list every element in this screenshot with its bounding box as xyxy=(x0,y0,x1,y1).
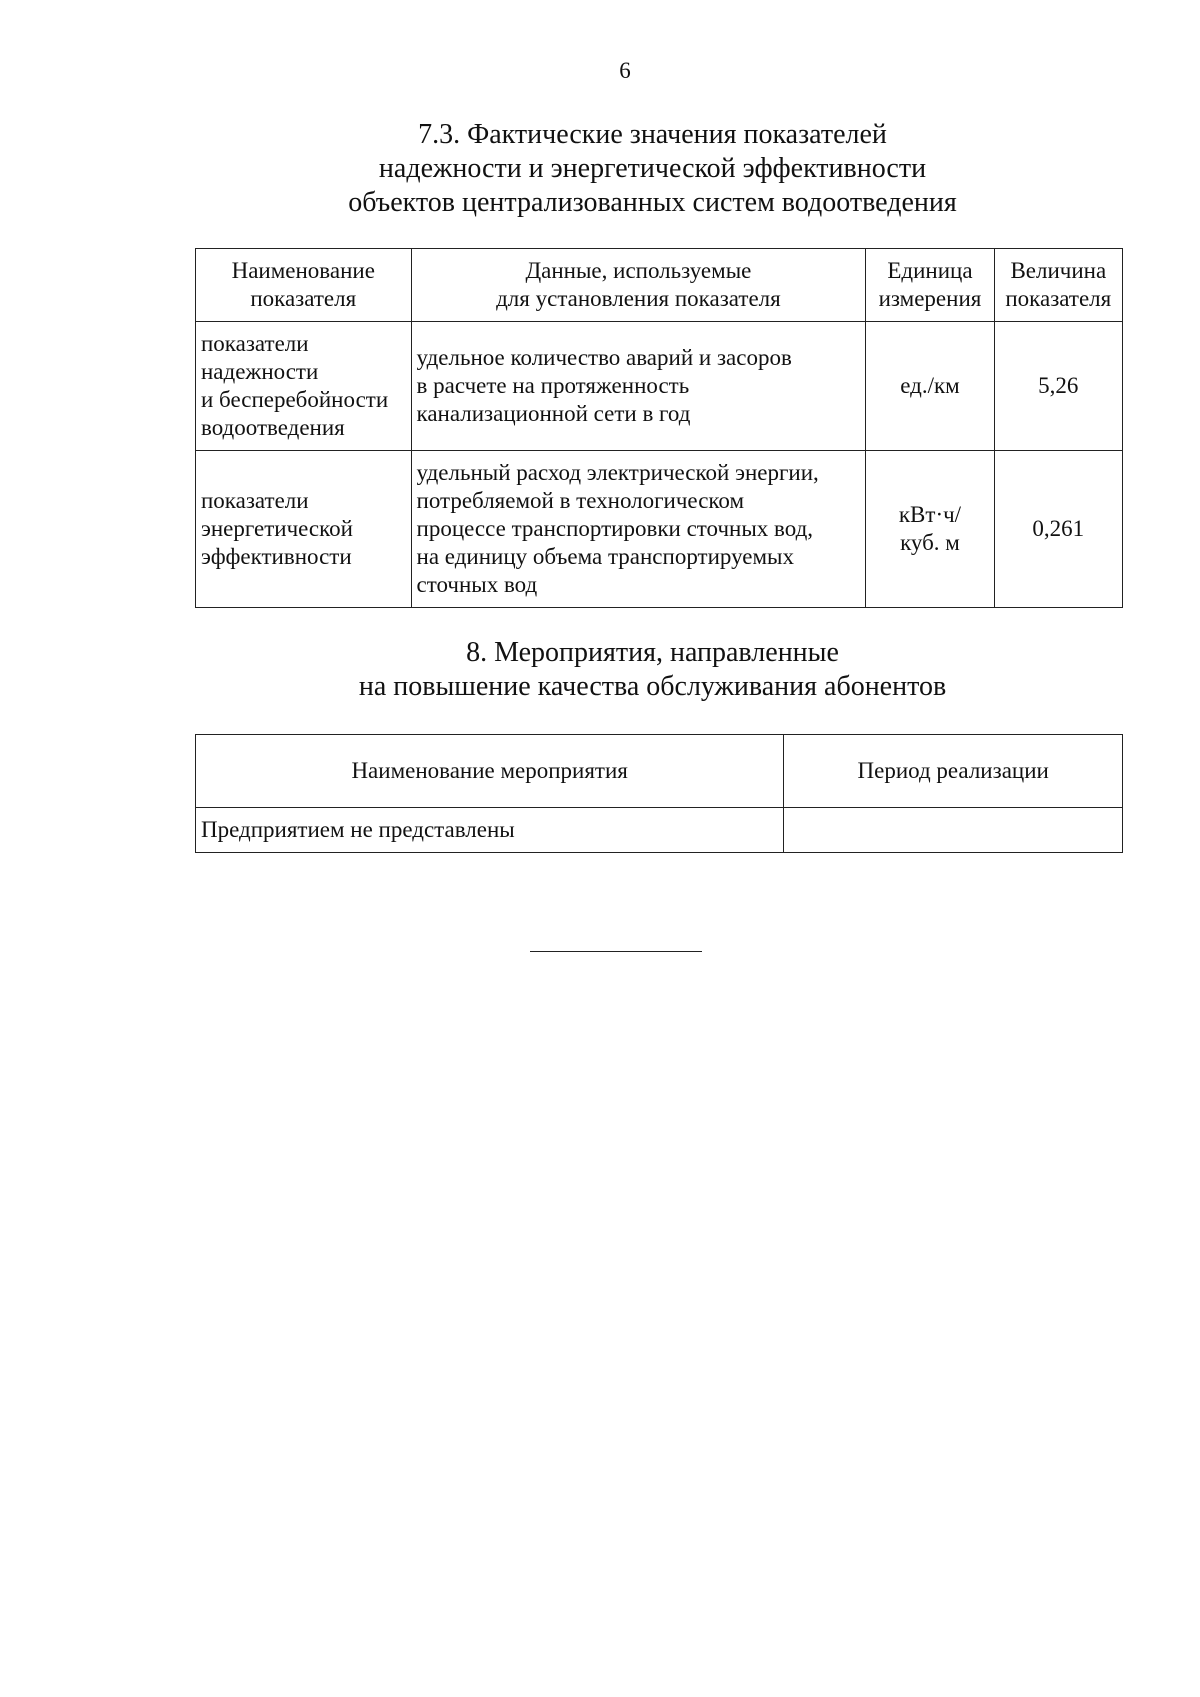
page-number: 6 xyxy=(619,58,631,83)
cell-line: водоотведения xyxy=(201,415,345,440)
table-row xyxy=(196,322,1123,451)
section-8-title-line: 8. Мероприятия, направленные xyxy=(466,637,839,668)
header-line: показателя xyxy=(1005,286,1112,311)
indicator-name-cell xyxy=(196,322,412,451)
measure-cell: Предприятием не представлены xyxy=(196,808,784,853)
header-indicator-name xyxy=(196,249,412,322)
measures-table xyxy=(195,734,1123,853)
indicators-table xyxy=(195,248,1123,608)
header-line: для установления показателя xyxy=(496,286,781,311)
header-implementation-period: Период реализации xyxy=(784,735,1123,808)
header-line: Величина xyxy=(1010,258,1107,283)
section-7-3-title xyxy=(0,118,1200,220)
cell-line: эффективности xyxy=(201,544,352,569)
section-8-title-line: на повышение качества обслуживания абонентов xyxy=(358,671,947,702)
section-7-3-title-line: 7.3. Фактические значения показателей xyxy=(418,119,887,150)
value-cell: 5,26 xyxy=(994,322,1122,451)
section-7-3-title-line: надежности и энергетической эффективности xyxy=(378,153,927,184)
cell-line: надежности xyxy=(201,359,319,384)
table-row xyxy=(196,451,1123,608)
cell-line: на единицу объема транспортируемых xyxy=(416,544,794,569)
cell-line: потребляемой в технологическом xyxy=(416,488,745,513)
header-measure-name: Наименование мероприятия xyxy=(196,735,784,808)
cell-line: удельный расход электрической энергии, xyxy=(416,460,819,485)
cell-line: сточных вод xyxy=(416,572,538,597)
cell-line: энергетической xyxy=(201,516,353,541)
cell-line: в расчете на протяженность xyxy=(416,373,690,398)
header-line: измерения xyxy=(878,286,982,311)
section-7-3-title-line: объектов централизованных систем водоотведения xyxy=(348,187,957,218)
section-8-title xyxy=(0,636,1200,704)
header-value xyxy=(994,249,1122,322)
cell-line: ед./км xyxy=(900,373,960,398)
end-divider xyxy=(530,951,702,952)
header-source-data xyxy=(411,249,866,322)
header-line: Единица xyxy=(887,258,973,283)
cell-line: кВт·ч/ xyxy=(898,502,962,527)
cell-line: и бесперебойности xyxy=(201,387,389,412)
cell-line: показатели xyxy=(201,488,309,513)
period-cell xyxy=(784,808,1123,853)
source-data-cell xyxy=(411,322,866,451)
header-line: показателя xyxy=(250,286,357,311)
cell-line: канализационной сети в год xyxy=(416,401,691,426)
cell-line: процессе транспортировки сточных вод, xyxy=(416,516,814,541)
header-line: Данные, используемые xyxy=(525,258,752,283)
value-cell: 0,261 xyxy=(994,451,1122,608)
unit-cell xyxy=(866,322,994,451)
table-header-row xyxy=(196,249,1123,322)
header-line: Наименование xyxy=(231,258,375,283)
source-data-cell xyxy=(411,451,866,608)
unit-cell xyxy=(866,451,994,608)
header-unit xyxy=(866,249,994,322)
cell-line: удельное количество аварий и засоров xyxy=(416,345,792,370)
table-row xyxy=(196,808,1123,853)
cell-line: показатели xyxy=(201,331,309,356)
cell-line: куб. м xyxy=(900,530,960,555)
indicator-name-cell xyxy=(196,451,412,608)
table-header-row xyxy=(196,735,1123,808)
